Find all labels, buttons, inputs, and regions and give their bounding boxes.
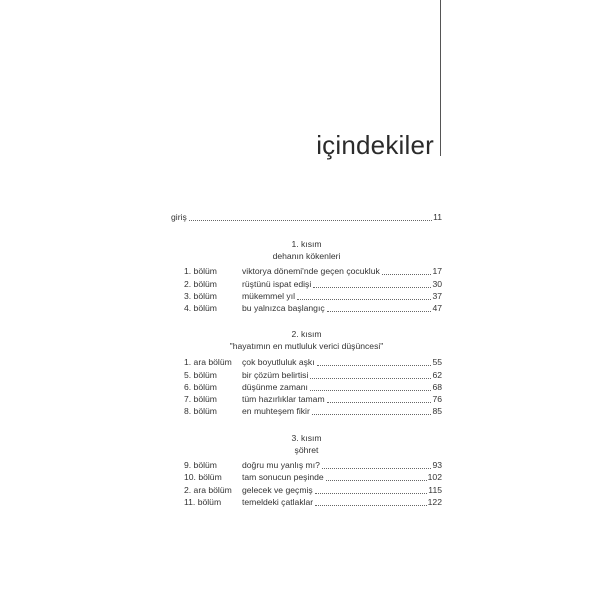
toc-row [171, 471, 442, 483]
toc-entry-title: giriş [171, 212, 187, 222]
chapter-number: 9. bölüm [184, 460, 217, 470]
dot-leader [327, 401, 432, 403]
toc-page-number: 17 [432, 266, 442, 276]
toc-entry-title: temeldeki çatlaklar [242, 497, 314, 507]
dot-leader [312, 413, 432, 415]
toc-entry-title: düşünme zamanı [242, 382, 308, 392]
dot-leader [313, 286, 431, 288]
toc-page-number: 93 [432, 460, 442, 470]
toc-page-number: 76 [432, 394, 442, 404]
dot-leader [315, 504, 426, 506]
page-title: içindekiler [316, 130, 434, 160]
toc-page-number: 37 [432, 291, 442, 301]
toc-row [171, 484, 442, 496]
dot-leader [327, 310, 432, 312]
chapter-number: 3. bölüm [184, 291, 217, 301]
chapter-number: 7. bölüm [184, 394, 217, 404]
part-title: dehanın kökenleri [272, 251, 341, 261]
toc-entry-title: çok boyutluluk aşkı [242, 357, 315, 367]
chapter-number: 5. bölüm [184, 370, 217, 380]
toc-page-number: 30 [432, 279, 442, 289]
chapter-number: 1. ara bölüm [184, 357, 232, 367]
toc-page-number: 115 [428, 485, 442, 495]
vertical-rule [440, 0, 441, 156]
chapter-number: 2. bölüm [184, 279, 217, 289]
dot-leader [322, 467, 432, 469]
toc-row [171, 405, 442, 417]
toc-row [171, 265, 442, 277]
part-label: 2. kısım [291, 329, 322, 339]
toc-entry-title: gelecek ve geçmiş [242, 485, 313, 495]
dot-leader [382, 273, 432, 275]
part-title: "hayatımın en mutluluk verici düşüncesi" [229, 341, 384, 351]
toc-row [171, 496, 442, 508]
chapter-number: 8. bölüm [184, 406, 217, 416]
toc-page-number: 11 [433, 212, 442, 222]
chapter-number: 4. bölüm [184, 303, 217, 313]
toc-page-number: 55 [432, 357, 442, 367]
dot-leader [310, 389, 432, 391]
chapter-number: 10. bölüm [184, 472, 222, 482]
toc-entry-title: en muhteşem fikir [242, 406, 310, 416]
toc-entry-title: bir çözüm belirtisi [242, 370, 309, 380]
toc-entry-title: tam sonucun peşinde [242, 472, 324, 482]
toc-row [171, 290, 442, 302]
toc-page-number: 122 [427, 497, 442, 507]
toc-page-number: 62 [432, 370, 442, 380]
dot-leader [326, 479, 427, 481]
part-label: 1. kısım [291, 239, 322, 249]
chapter-number: 2. ara bölüm [184, 485, 232, 495]
toc-entry-title: rüştünü ispat edişi [242, 279, 312, 289]
part-title: şöhret [294, 445, 319, 455]
toc-page-number: 47 [432, 303, 442, 313]
toc-row [171, 278, 442, 290]
toc-entry-title: mükemmel yıl [242, 291, 296, 301]
dot-leader [189, 219, 432, 221]
toc-page-number: 102 [427, 472, 442, 482]
toc-row-intro [171, 211, 442, 223]
toc-entry-title: tüm hazırlıklar tamam [242, 394, 325, 404]
toc-page-number: 68 [432, 382, 442, 392]
toc-row [171, 356, 442, 368]
dot-leader [317, 364, 432, 366]
chapter-number: 11. bölüm [184, 497, 222, 507]
toc-row [171, 369, 442, 381]
toc-entry-title: doğru mu yanlış mı? [242, 460, 320, 470]
chapter-number: 6. bölüm [184, 382, 217, 392]
toc-entry-title: bu yalnızca başlangıç [242, 303, 325, 313]
dot-leader [297, 298, 431, 300]
toc-row [171, 381, 442, 393]
toc-row [171, 302, 442, 314]
toc-row [171, 393, 442, 405]
toc-page-number: 85 [432, 406, 442, 416]
chapter-number: 1. bölüm [184, 266, 217, 276]
toc-row [171, 459, 442, 471]
dot-leader [315, 492, 428, 494]
part-label: 3. kısım [291, 433, 322, 443]
dot-leader [310, 377, 431, 379]
toc-entry-title: viktorya dönemi'nde geçen çocukluk [242, 266, 380, 276]
